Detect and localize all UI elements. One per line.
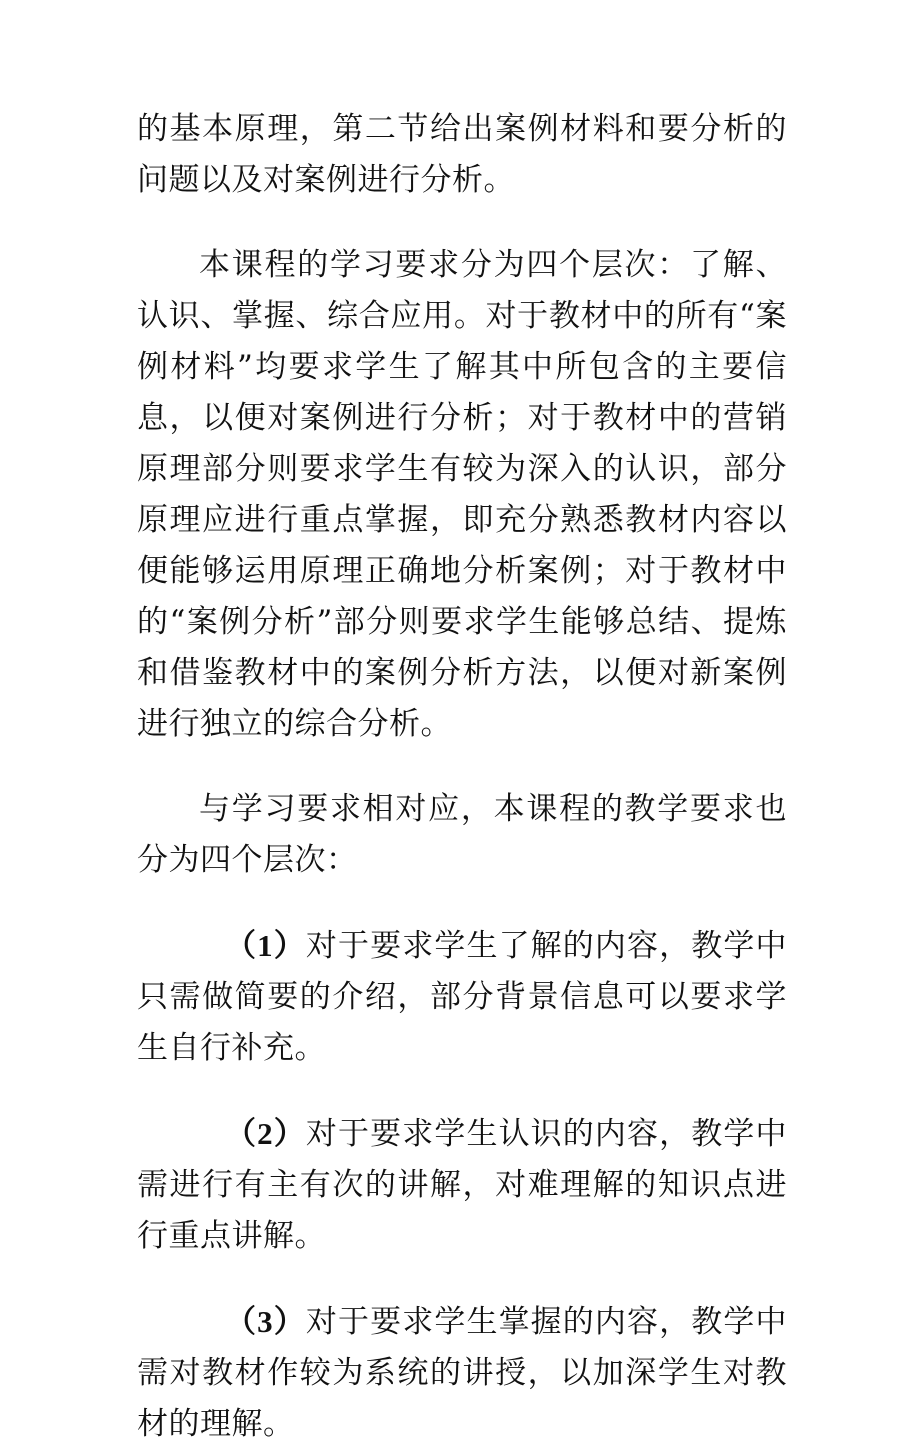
list-item-text: 对于要求学生认识的内容，教学中需进行有主有次的讲解，对难理解的知识点进行重点讲解。 xyxy=(137,1116,788,1254)
list-item-number: （3） xyxy=(225,1304,306,1339)
list-item-text: 对于要求学生了解的内容，教学中只需做简要的介绍，部分背景信息可以要求学生自行补充。 xyxy=(137,928,788,1066)
paragraph-learning-requirements: 本课程的学习要求分为四个层次：了解、认识、掌握、综合应用。对于教材中的所有“案例材料”均要求学生了解其中所包含的主要信息，以便对案例进行分析；对于教材中的营销原理部分则要求学生有较为深入的认识，部分原理应进行重点掌握，即充分熟悉教材内容以便能够运用原理正确地分析案例；对于教材中的“案例分析”部分则要求学生能够总结、提炼和借鉴教材中的案例分析方法，以便对新案例进行独立的综合分析。 xyxy=(137,247,787,742)
paragraph-teaching-requirements: 与学习要求相对应，本课程的教学要求也分为四个层次： xyxy=(137,791,787,878)
list-item xyxy=(137,1296,787,1450)
list-item xyxy=(137,920,787,1074)
paragraph-continuation: 的基本原理，第二节给出案例材料和要分析的问题以及对案例进行分析。 xyxy=(137,111,787,198)
list-item xyxy=(137,1108,787,1262)
list-item-number: （1） xyxy=(225,928,306,963)
document-body xyxy=(137,104,787,1450)
list-item-text: 对于要求学生掌握的内容，教学中需对教材作较为系统的讲授，以加深学生对教材的理解。 xyxy=(137,1304,788,1442)
list-item-number: （2） xyxy=(225,1116,306,1151)
